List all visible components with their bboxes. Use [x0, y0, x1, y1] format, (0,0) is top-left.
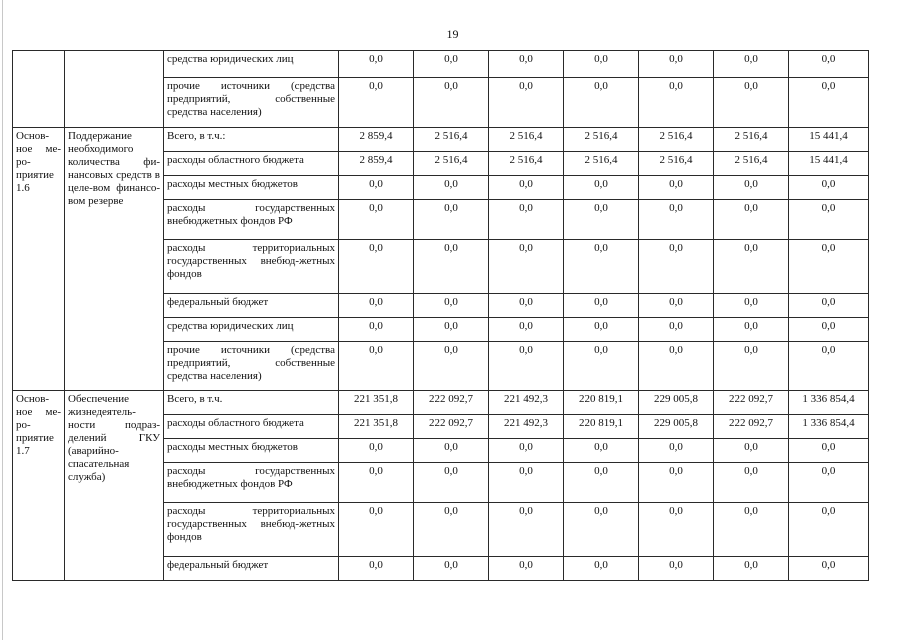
value-cell: 0,0 [639, 200, 714, 240]
value-cell: 221 492,3 [489, 391, 564, 415]
value-cell: 0,0 [489, 439, 564, 463]
value-cell: 0,0 [489, 463, 564, 503]
value-cell: 0,0 [489, 557, 564, 581]
budget-table [12, 50, 869, 581]
measure-cell: Основ-ное ме-ро-приятие 1.6 [13, 128, 65, 391]
value-cell: 0,0 [564, 439, 639, 463]
value-cell: 0,0 [714, 240, 789, 294]
table-row [13, 51, 869, 78]
value-cell: 0,0 [339, 176, 414, 200]
value-cell: 0,0 [489, 318, 564, 342]
value-cell: 0,0 [489, 503, 564, 557]
value-cell: 0,0 [414, 176, 489, 200]
value-cell: 0,0 [714, 318, 789, 342]
value-cell: 0,0 [339, 294, 414, 318]
value-cell: 229 005,8 [639, 415, 714, 439]
funding-source-cell: расходы областного бюджета [164, 415, 339, 439]
value-cell: 0,0 [639, 557, 714, 581]
funding-source-cell: прочие источники (средства предприятий, собственные средства населения) [164, 78, 339, 128]
value-cell: 229 005,8 [639, 391, 714, 415]
table-row [13, 391, 869, 415]
value-cell: 0,0 [489, 240, 564, 294]
funding-source-cell: расходы областного бюджета [164, 152, 339, 176]
value-cell: 221 351,8 [339, 391, 414, 415]
value-cell: 222 092,7 [414, 391, 489, 415]
value-cell: 0,0 [639, 439, 714, 463]
funding-source-cell: расходы государственных внебюджетных фондов РФ [164, 200, 339, 240]
value-cell: 0,0 [639, 342, 714, 391]
funding-source-cell: расходы местных бюджетов [164, 439, 339, 463]
funding-source-cell: прочие источники (средства предприятий, собственные средства населения) [164, 342, 339, 391]
value-cell: 0,0 [714, 557, 789, 581]
value-cell: 0,0 [564, 240, 639, 294]
value-cell: 0,0 [489, 78, 564, 128]
value-cell: 2 859,4 [339, 152, 414, 176]
funding-source-cell: расходы территориальных государственных внебюд-жетных фондов [164, 503, 339, 557]
value-cell: 0,0 [489, 294, 564, 318]
value-cell: 0,0 [714, 78, 789, 128]
value-cell: 15 441,4 [789, 152, 869, 176]
value-cell: 2 516,4 [639, 152, 714, 176]
measure-cell: Основ-ное ме-ро-приятие 1.7 [13, 391, 65, 581]
value-cell: 0,0 [639, 294, 714, 318]
value-cell: 2 516,4 [564, 128, 639, 152]
value-cell: 2 516,4 [714, 152, 789, 176]
value-cell: 2 516,4 [714, 128, 789, 152]
value-cell: 2 516,4 [564, 152, 639, 176]
value-cell: 0,0 [339, 503, 414, 557]
funding-source-cell: Всего, в т.ч. [164, 391, 339, 415]
value-cell: 0,0 [564, 78, 639, 128]
value-cell: 2 516,4 [489, 128, 564, 152]
value-cell: 0,0 [339, 557, 414, 581]
value-cell: 2 859,4 [339, 128, 414, 152]
value-cell: 0,0 [564, 342, 639, 391]
value-cell: 0,0 [789, 294, 869, 318]
value-cell: 222 092,7 [714, 415, 789, 439]
value-cell: 221 351,8 [339, 415, 414, 439]
value-cell: 0,0 [414, 51, 489, 78]
value-cell: 0,0 [339, 78, 414, 128]
value-cell: 0,0 [789, 200, 869, 240]
value-cell: 0,0 [789, 78, 869, 128]
value-cell: 221 492,3 [489, 415, 564, 439]
value-cell: 0,0 [714, 463, 789, 503]
value-cell: 1 336 854,4 [789, 391, 869, 415]
value-cell: 0,0 [564, 557, 639, 581]
value-cell: 0,0 [789, 318, 869, 342]
value-cell: 0,0 [414, 240, 489, 294]
value-cell: 222 092,7 [714, 391, 789, 415]
value-cell: 0,0 [564, 294, 639, 318]
value-cell: 0,0 [339, 439, 414, 463]
value-cell: 2 516,4 [489, 152, 564, 176]
funding-source-cell: расходы государственных внебюджетных фондов РФ [164, 463, 339, 503]
value-cell: 0,0 [564, 176, 639, 200]
value-cell: 0,0 [339, 200, 414, 240]
value-cell: 0,0 [714, 503, 789, 557]
value-cell: 0,0 [789, 51, 869, 78]
value-cell: 0,0 [714, 342, 789, 391]
value-cell: 0,0 [789, 463, 869, 503]
value-cell: 0,0 [789, 439, 869, 463]
value-cell: 2 516,4 [639, 128, 714, 152]
funding-source-cell: расходы местных бюджетов [164, 176, 339, 200]
value-cell: 0,0 [639, 78, 714, 128]
funding-source-cell: федеральный бюджет [164, 557, 339, 581]
budget-table-body [13, 51, 869, 581]
value-cell: 0,0 [789, 557, 869, 581]
value-cell: 0,0 [789, 342, 869, 391]
value-cell: 0,0 [339, 318, 414, 342]
value-cell: 220 819,1 [564, 415, 639, 439]
value-cell: 0,0 [639, 51, 714, 78]
activity-cell: Поддержание необходимого количества фи-нансовых средств в целе-вом финансо-вом резерве [65, 128, 164, 391]
value-cell: 0,0 [564, 503, 639, 557]
value-cell: 0,0 [414, 342, 489, 391]
value-cell: 0,0 [339, 240, 414, 294]
value-cell: 0,0 [639, 463, 714, 503]
funding-source-cell: федеральный бюджет [164, 294, 339, 318]
value-cell: 1 336 854,4 [789, 415, 869, 439]
funding-source-cell: средства юридических лиц [164, 318, 339, 342]
value-cell: 0,0 [639, 503, 714, 557]
value-cell: 0,0 [414, 78, 489, 128]
value-cell: 0,0 [414, 557, 489, 581]
value-cell: 0,0 [714, 176, 789, 200]
value-cell: 0,0 [414, 200, 489, 240]
value-cell: 0,0 [339, 51, 414, 78]
value-cell: 0,0 [789, 240, 869, 294]
value-cell: 0,0 [714, 51, 789, 78]
scan-edge-line [2, 0, 3, 640]
page-number: 19 [446, 27, 459, 41]
value-cell: 0,0 [414, 318, 489, 342]
value-cell: 0,0 [489, 342, 564, 391]
value-cell: 0,0 [714, 439, 789, 463]
funding-source-cell: Всего, в т.ч.: [164, 128, 339, 152]
table-row [13, 128, 869, 152]
value-cell: 0,0 [489, 176, 564, 200]
value-cell: 220 819,1 [564, 391, 639, 415]
measure-cell [13, 51, 65, 128]
funding-source-cell: расходы территориальных государственных внебюд-жетных фондов [164, 240, 339, 294]
value-cell: 222 092,7 [414, 415, 489, 439]
value-cell: 0,0 [789, 503, 869, 557]
value-cell: 0,0 [714, 200, 789, 240]
value-cell: 0,0 [564, 318, 639, 342]
activity-cell [65, 51, 164, 128]
value-cell: 0,0 [339, 342, 414, 391]
value-cell: 0,0 [489, 51, 564, 78]
activity-cell: Обеспечение жизнедеятель-ности подраз-делений ГКУ (аварийно-спасательная служба) [65, 391, 164, 581]
value-cell: 0,0 [789, 176, 869, 200]
value-cell: 0,0 [639, 176, 714, 200]
value-cell: 0,0 [564, 463, 639, 503]
value-cell: 0,0 [564, 51, 639, 78]
value-cell: 0,0 [639, 240, 714, 294]
value-cell: 0,0 [489, 200, 564, 240]
value-cell: 0,0 [414, 439, 489, 463]
value-cell: 0,0 [414, 463, 489, 503]
value-cell: 0,0 [414, 294, 489, 318]
funding-source-cell: средства юридических лиц [164, 51, 339, 78]
value-cell: 0,0 [414, 503, 489, 557]
value-cell: 0,0 [339, 463, 414, 503]
value-cell: 2 516,4 [414, 128, 489, 152]
value-cell: 2 516,4 [414, 152, 489, 176]
value-cell: 0,0 [564, 200, 639, 240]
value-cell: 0,0 [639, 318, 714, 342]
value-cell: 0,0 [714, 294, 789, 318]
value-cell: 15 441,4 [789, 128, 869, 152]
